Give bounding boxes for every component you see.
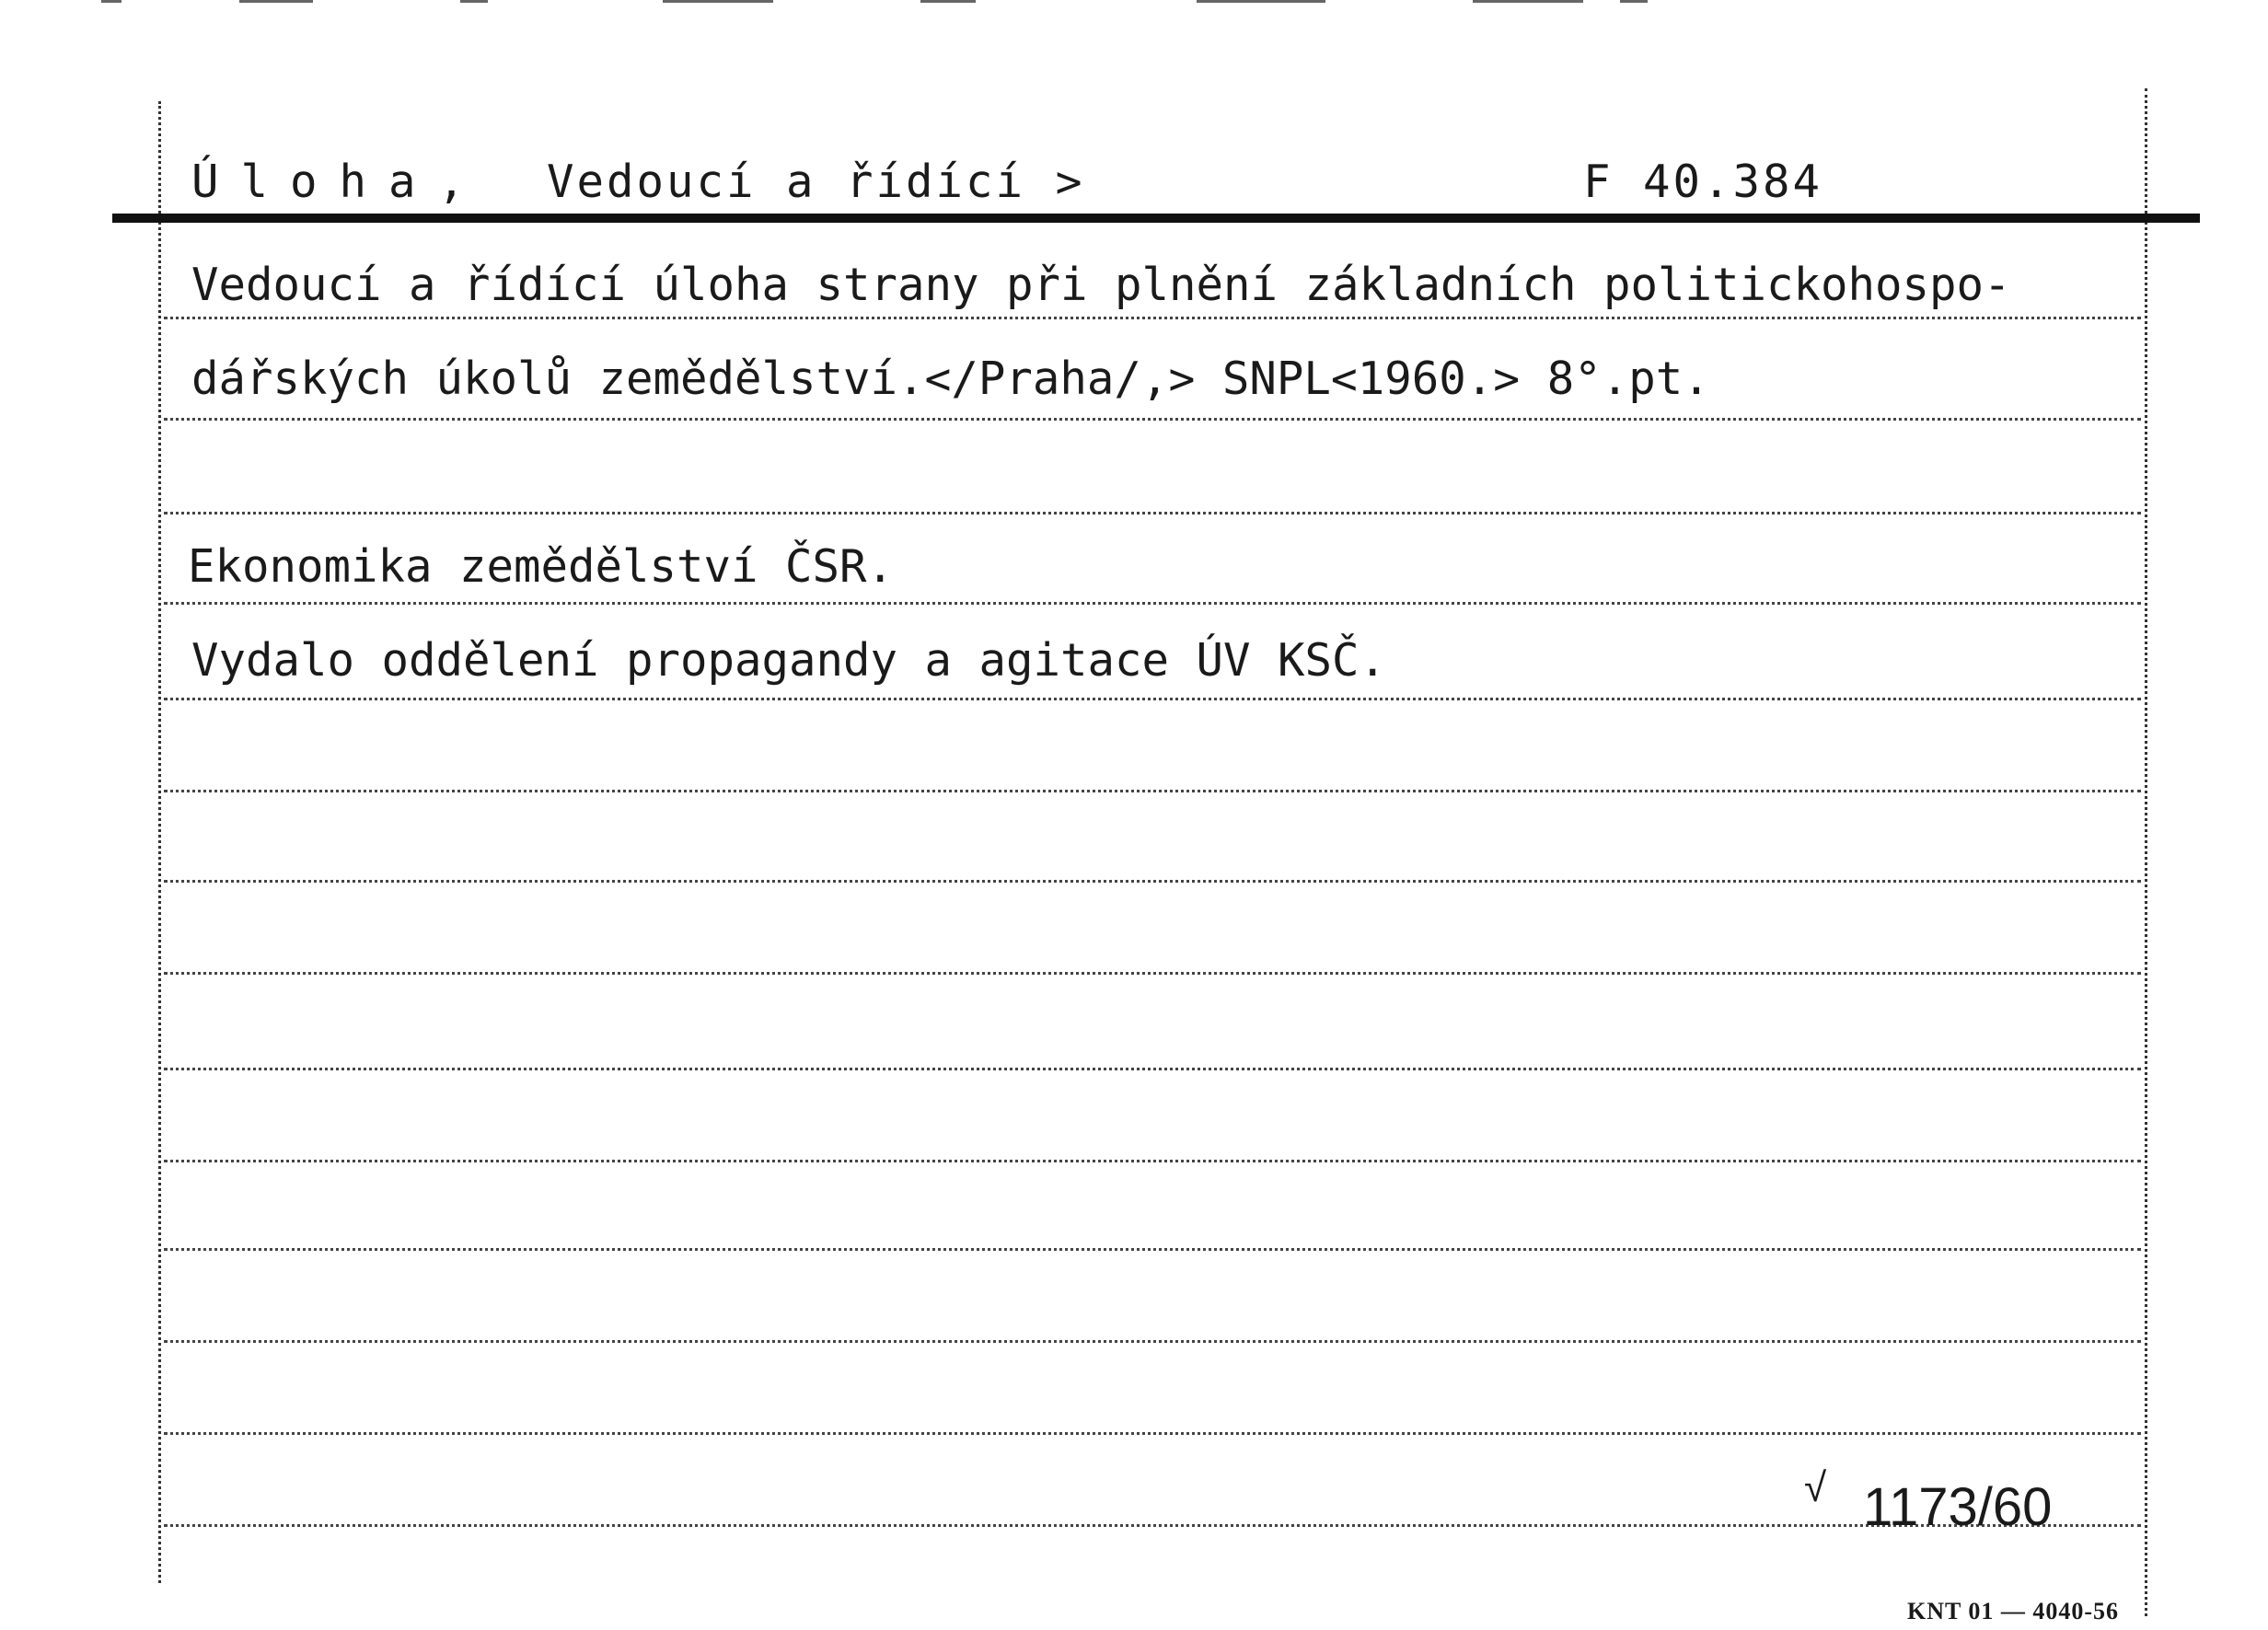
- ruled-line: [164, 698, 2141, 700]
- close-mark: >: [1168, 353, 1196, 405]
- registration-number: 1173/60: [1863, 1477, 2053, 1537]
- issuer-note: Vydalo oddělení propagandy a agitace ÚV KSČ.: [191, 634, 1387, 687]
- ruled-line: [164, 512, 2141, 514]
- left-border: [158, 101, 161, 1583]
- edge-mark: [1473, 0, 1583, 3]
- form-code: KNT 01 — 4040-56: [1907, 1598, 2120, 1624]
- ruled-line: [164, 1340, 2141, 1343]
- ruled-line: [164, 602, 2141, 605]
- ruled-line: [164, 1068, 2141, 1070]
- edge-mark: [1620, 0, 1648, 3]
- description-format: 8°.pt.: [1546, 353, 1710, 405]
- ruled-line: [164, 1524, 2141, 1527]
- description-title-end: dářských úkolů zemědělství.: [191, 353, 925, 405]
- heading-row: [191, 155, 1084, 210]
- description-line-2: [191, 352, 1710, 407]
- open-mark: <: [1330, 353, 1358, 405]
- edge-mark: [1197, 0, 1325, 3]
- heading-rule: [112, 214, 2200, 223]
- heading-mark: >: [1055, 156, 1085, 208]
- ruled-line: [164, 1248, 2141, 1251]
- ruled-line: [164, 972, 2141, 975]
- heading-title-spaced: Úloha,: [191, 156, 488, 208]
- ruled-line: [164, 1432, 2141, 1435]
- ruled-line: [164, 880, 2141, 883]
- description-publisher: SNPL: [1221, 353, 1331, 405]
- edge-mark: [920, 0, 976, 3]
- edge-mark: [460, 0, 488, 3]
- description-year: 1960.: [1357, 353, 1494, 405]
- shelf-mark: F 40.384: [1583, 156, 1823, 208]
- close-mark: >: [1493, 353, 1521, 405]
- description-place: /Praha/,: [951, 353, 1169, 405]
- ruled-line: [164, 790, 2141, 792]
- open-mark: <: [924, 353, 952, 405]
- ruled-line: [164, 1160, 2141, 1162]
- heading-title-rest: Vedoucí a řídící: [547, 156, 1026, 208]
- edge-mark: [663, 0, 773, 3]
- ruled-line: [164, 317, 2141, 319]
- edge-mark: [101, 0, 122, 3]
- edge-mark: [239, 0, 313, 3]
- series-note: Ekonomika zemědělství ČSR.: [188, 540, 895, 593]
- check-mark: √: [1804, 1465, 1827, 1510]
- description-line-1: Vedoucí a řídící úloha strany při plnění základních politickohospo-: [191, 259, 2011, 311]
- ruled-line: [164, 418, 2141, 421]
- right-border: [2145, 88, 2147, 1616]
